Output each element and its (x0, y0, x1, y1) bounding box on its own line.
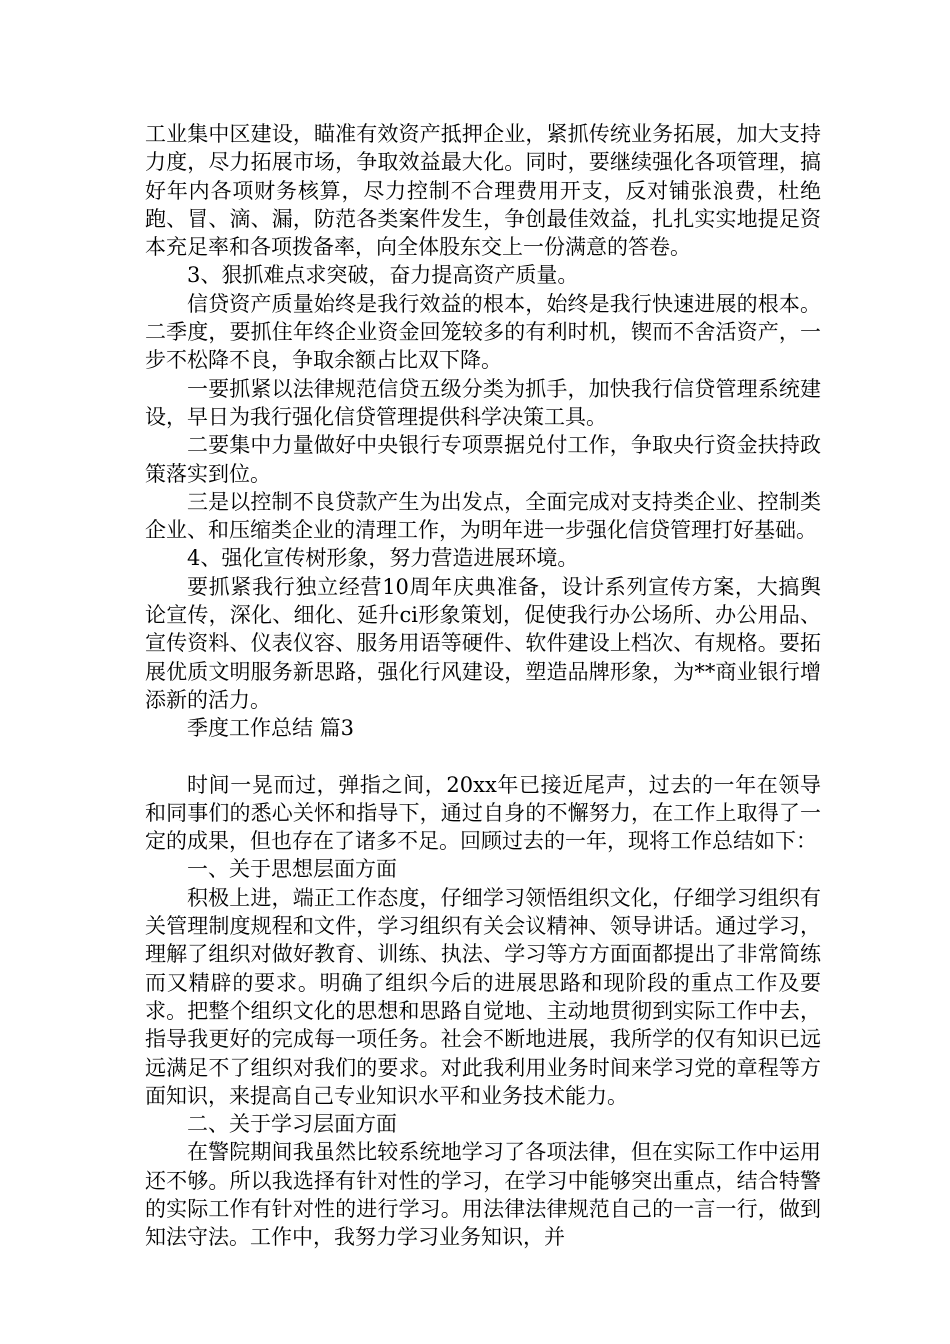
paragraph-intro: 时间一晃而过，弹指之间，20xx年已接近尾声，过去的一年在领导和同事们的悉心关怀和指导下，通过自身的不懈努力，在工作上取得了一定的成果，但也存在了诸多不足。回顾过去的一年，现将工作总结如下： (145, 772, 821, 854)
paragraph-point-one: 一要抓紧以法律规范信贷五级分类为抓手，加快我行信贷管理系统建设，早日为我行强化信贷管理提供科学决策工具。 (145, 376, 821, 429)
paragraph-point-two: 二要集中力量做好中央银行专项票据兑付工作，争取央行资金扶持政策落实到位。 (145, 433, 821, 486)
article-title: 季度工作总结 篇3 (187, 716, 355, 741)
paragraph-learning: 在警院期间我虽然比较系统地学习了各项法律，但在实际工作中运用还不够。所以我选择有针对性的学习，在学习中能够突出重点，结合特警的实际工作有针对性的进行学习。用法律法律规范自己的一言一行，做到知法守法。工作中，我努力学习业务知识，并 (145, 1140, 821, 1250)
blank-line (145, 743, 821, 771)
paragraph-thinking: 积极上进，端正工作态度，仔细学习领悟组织文化，仔细学习组织有关管理制度规程和文件，学习组织有关会议精神、领导讲话。通过学习，理解了组织对做好教育、训练、执法、学习等方方面面都提出了非常简练而又精辟的要求。明确了组织今后的进展思路和现阶段的重点工作及要求。把整个组织文化的思想和思路自觉地、主动地贯彻到实际工作中去，指导我更好的完成每一项任务。社会不断地进展，我所学的仅有知识已远远满足不了组织对我们的要求。对此我利用业务时间来学习党的章程等方面知识，来提高自己专业知识水平和业务技术能力。 (145, 885, 821, 1108)
section-heading-3: 3、狠抓难点求突破，奋力提高资产质量。 (187, 263, 579, 288)
section-heading-4: 4、强化宣传树形象，努力营造进展环境。 (187, 546, 579, 571)
paragraph-asset-quality: 信贷资产质量始终是我行效益的根本，始终是我行快速进展的根本。二季度，要抓住年终企业资金回笼较多的有利时机，锲而不舍活资产，一步不松降不良，争取余额占比双下降。 (145, 291, 821, 373)
document-page (145, 120, 821, 1252)
section-heading-thinking: 一、关于思想层面方面 (187, 857, 397, 882)
paragraph-publicity: 要抓紧我行独立经营10周年庆典准备，设计系列宣传方案，大搞舆论宣传，深化、细化、延升ci形象策划，促使我行办公场所、办公用品、宣传资料、仪表仪容、服务用语等硬件、软件建设上档次、有规格。要拓展优质文明服务新思路，强化行风建设，塑造品牌形象，为**商业银行增添新的活力。 (145, 574, 821, 712)
paragraph-continuation: 工业集中区建设，瞄准有效资产抵押企业，紧抓传统业务拓展，加大支持力度，尽力拓展市场，争取效益最大化。同时，要继续强化各项管理，搞好年内各项财务核算，尽力控制不合理费用开支，反对铺张浪费，杜绝跑、冒、滴、漏，防范各类案件发生，争创最佳效益，扎扎实实地提足资本充足率和各项拨备率，向全体股东交上一份满意的答卷。 (145, 122, 821, 260)
paragraph-point-three: 三是以控制不良贷款产生为出发点，全面完成对支持类企业、控制类企业、和压缩类企业的清理工作，为明年进一步强化信贷管理打好基础。 (145, 489, 821, 543)
section-heading-learning: 二、关于学习层面方面 (187, 1112, 397, 1137)
